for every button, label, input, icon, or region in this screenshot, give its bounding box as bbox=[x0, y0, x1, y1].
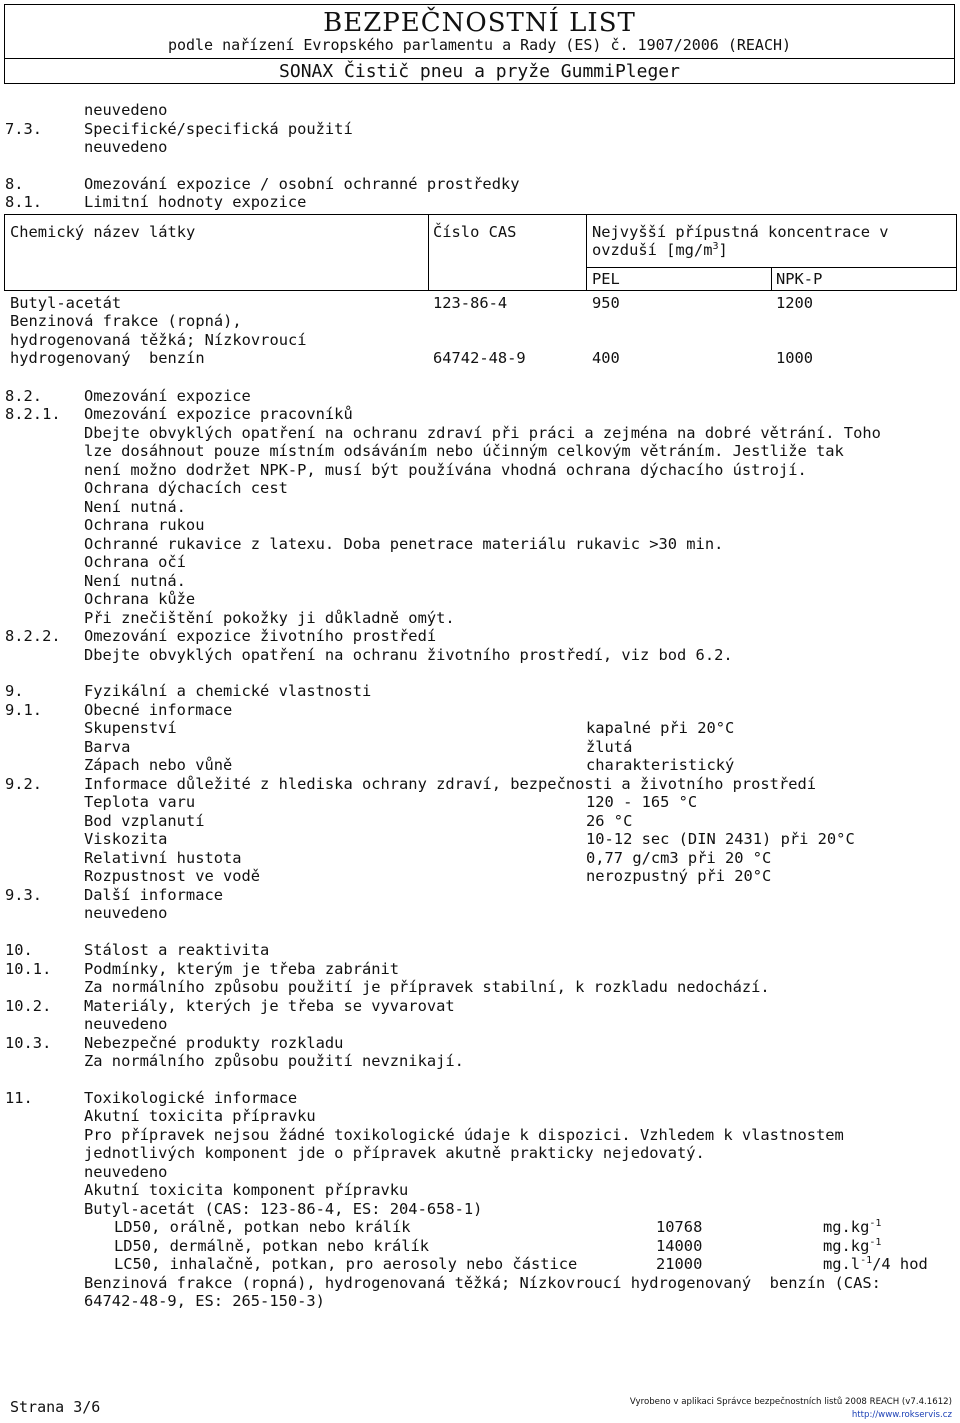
paragraph-line: Při znečištění pokožky ji důkladně omýt. bbox=[84, 609, 455, 627]
subheading: Ochrana dýchacích cest bbox=[84, 479, 288, 497]
paragraph-line: Za normálního způsobu použití je přípravek stabilní, k rozkladu nedochází. bbox=[84, 978, 770, 996]
section-number: 10.2. bbox=[5, 997, 52, 1015]
subheading: Akutní toxicita přípravku bbox=[84, 1107, 316, 1125]
document-header bbox=[4, 4, 955, 84]
toxicity-value: 14000 bbox=[656, 1237, 703, 1255]
property-label: Teplota varu bbox=[84, 793, 196, 811]
section-number: 8.2.1. bbox=[5, 405, 61, 423]
generator-text: Vyrobeno v aplikaci Správce bezpečnostních listů 2008 REACH (v7.4.1612) bbox=[629, 1397, 952, 1407]
paragraph-line: není možno dodržet NPK-P, musí být používána vhodná ochrana dýchacího ústrojí. bbox=[84, 461, 807, 479]
toxicity-value: 21000 bbox=[656, 1255, 703, 1273]
page-number: Strana 3/6 bbox=[10, 1398, 101, 1416]
paragraph-line: neuvedeno bbox=[84, 904, 168, 922]
text-neuvedeno: neuvedeno bbox=[84, 101, 168, 119]
document-title: BEZPEČNOSTNÍ LIST bbox=[323, 8, 636, 38]
column-header-concentration: Nejvyšší přípustná koncentrace v bbox=[592, 223, 889, 241]
section-number: 9.1. bbox=[5, 701, 43, 719]
section-number: 8.1. bbox=[5, 193, 43, 211]
property-label: Bod vzplanutí bbox=[84, 812, 205, 830]
paragraph-line: Není nutná. bbox=[84, 498, 186, 516]
section-number: 9. bbox=[5, 682, 24, 700]
table-cell-pel: 400 bbox=[592, 349, 620, 367]
paragraph-line: jednotlivých komponent jde o přípravek akutně prakticky nejedovatý. bbox=[84, 1144, 705, 1162]
paragraph-line: neuvedeno bbox=[84, 1015, 168, 1033]
subheading: Ochrana rukou bbox=[84, 516, 205, 534]
section-number: 10. bbox=[5, 941, 33, 959]
toxicity-unit: $mg.kg^{-1}$ bbox=[823, 1217, 882, 1236]
column-header-npk: NPK-P bbox=[776, 270, 823, 288]
column-header-concentration-unit: ovzduší $[mg/m^3]$ bbox=[592, 240, 728, 259]
property-value: žlutá bbox=[586, 738, 633, 756]
property-label: Rozpustnost ve vodě bbox=[84, 867, 261, 885]
table-cell-name: hydrogenovaná těžká; Nízkovroucí bbox=[10, 331, 307, 349]
header-divider bbox=[5, 58, 954, 59]
section-number: 9.2. bbox=[5, 775, 43, 793]
paragraph-line: Pro přípravek nejsou žádné toxikologické údaje k dispozici. Vzhledem k vlastnostem bbox=[84, 1126, 844, 1144]
row-divider bbox=[586, 267, 956, 268]
table-cell-pel: 950 bbox=[592, 294, 620, 312]
section-number: 11. bbox=[5, 1089, 33, 1107]
section-title: Stálost a reaktivita bbox=[84, 941, 270, 959]
table-cell-name: hydrogenovaný benzín bbox=[10, 349, 205, 367]
property-value: 10-12 sec (DIN 2431) při 20°C bbox=[586, 830, 855, 848]
table-cell-cas: 64742-48-9 bbox=[433, 349, 526, 367]
section-title: Nebezpečné produkty rozkladu bbox=[84, 1034, 344, 1052]
section-title: Omezování expozice pracovníků bbox=[84, 405, 353, 423]
toxicity-test: LD50, dermálně, potkan nebo králík bbox=[114, 1237, 430, 1255]
subheading: Ochrana očí bbox=[84, 553, 186, 571]
section-title: Informace důležité z hlediska ochrany zdraví, bezpečnosti a životního prostředí bbox=[84, 775, 817, 793]
paragraph-line: neuvedeno bbox=[84, 1163, 168, 1181]
section-number: 9.3. bbox=[5, 886, 43, 904]
property-label: Viskozita bbox=[84, 830, 168, 848]
table-cell-npk: 1200 bbox=[776, 294, 814, 312]
paragraph-line: Dbejte obvyklých opatření na ochranu životního prostředí, viz bod 6.2. bbox=[84, 646, 733, 664]
property-value: 26 °C bbox=[586, 812, 633, 830]
toxicity-value: 10768 bbox=[656, 1218, 703, 1236]
subheading: Ochrana kůže bbox=[84, 590, 196, 608]
column-header-pel: PEL bbox=[592, 270, 620, 288]
section-title: Specifické/specifická použití bbox=[84, 120, 353, 138]
table-cell-npk: 1000 bbox=[776, 349, 814, 367]
toxicity-test: LD50, orálně, potkan nebo králík bbox=[114, 1218, 411, 1236]
section-number: 8.2.2. bbox=[5, 627, 61, 645]
column-divider bbox=[586, 215, 587, 291]
property-label: Relativní hustota bbox=[84, 849, 242, 867]
section-title: Limitní hodnoty expozice bbox=[84, 193, 307, 211]
section-title: Omezování expozice bbox=[84, 387, 251, 405]
toxicity-unit: $mg.kg^{-1}$ bbox=[823, 1236, 882, 1255]
component-name: Butyl-acetát (CAS: 123-86-4, ES: 204-658-1) bbox=[84, 1200, 483, 1218]
section-title: Fyzikální a chemické vlastnosti bbox=[84, 682, 372, 700]
section-number: 8. bbox=[5, 175, 24, 193]
property-label: Barva bbox=[84, 738, 131, 756]
text-neuvedeno: neuvedeno bbox=[84, 138, 168, 156]
property-value: kapalné při 20°C bbox=[586, 719, 735, 737]
section-title: Další informace bbox=[84, 886, 223, 904]
paragraph-line: Není nutná. bbox=[84, 572, 186, 590]
section-title: Omezování expozice životního prostředí bbox=[84, 627, 437, 645]
column-divider bbox=[428, 215, 429, 291]
property-value: nerozpustný při 20°C bbox=[586, 867, 772, 885]
table-cell-cas: 123-86-4 bbox=[433, 294, 508, 312]
section-number: 8.2. bbox=[5, 387, 43, 405]
property-value: charakteristický bbox=[586, 756, 735, 774]
component-name: Benzinová frakce (ropná), hydrogenovaná těžká; Nízkovroucí hydrogenovaný benzín (CAS: bbox=[84, 1274, 881, 1292]
product-name: SONAX Čistič pneu a pryže GummiPleger bbox=[279, 61, 680, 82]
column-divider bbox=[771, 267, 772, 291]
property-value: 120 - 165 °C bbox=[586, 793, 698, 811]
section-title: Omezování expozice / osobní ochranné prostředky bbox=[84, 175, 520, 193]
section-title: Podmínky, kterým je třeba zabránit bbox=[84, 960, 400, 978]
table-cell-name: Benzinová frakce (ropná), bbox=[10, 312, 242, 330]
section-title: Obecné informace bbox=[84, 701, 233, 719]
property-label: Skupenství bbox=[84, 719, 177, 737]
toxicity-test: LC50, inhalačně, potkan, pro aerosoly nebo částice bbox=[114, 1255, 578, 1273]
component-name: 64742-48-9, ES: 265-150-3) bbox=[84, 1292, 325, 1310]
property-value: 0,77 g/cm3 při 20 °C bbox=[586, 849, 772, 867]
regulation-line: podle nařízení Evropského parlamentu a Rady (ES) č. 1907/2006 (REACH) bbox=[167, 36, 792, 54]
property-label: Zápach nebo vůně bbox=[84, 756, 233, 774]
paragraph-line: Dbejte obvyklých opatření na ochranu zdraví při práci a zejména na dobré větrání. Toho bbox=[84, 424, 881, 442]
paragraph-line: lze dosáhnout pouze místním odsáváním nebo účinným celkovým větráním. Jestliže tak bbox=[84, 442, 844, 460]
section-number: 7.3. bbox=[5, 120, 43, 138]
generator-link[interactable]: http://www.rokservis.cz bbox=[851, 1410, 952, 1420]
section-title: Toxikologické informace bbox=[84, 1089, 298, 1107]
column-header-name: Chemický název látky bbox=[10, 223, 196, 241]
column-header-cas: Číslo CAS bbox=[433, 223, 517, 241]
toxicity-unit: $mg.l^{-1}/4$ hod bbox=[823, 1254, 928, 1273]
section-title: Materiály, kterých je třeba se vyvarovat bbox=[84, 997, 455, 1015]
section-number: 10.3. bbox=[5, 1034, 52, 1052]
paragraph-line: Ochranné rukavice z latexu. Doba penetrace materiálu rukavic >30 min. bbox=[84, 535, 724, 553]
subheading: Akutní toxicita komponent přípravku bbox=[84, 1181, 409, 1199]
section-number: 10.1. bbox=[5, 960, 52, 978]
paragraph-line: Za normálního způsobu použití nevznikají. bbox=[84, 1052, 464, 1070]
table-cell-name: Butyl-acetát bbox=[10, 294, 122, 312]
generator-note bbox=[630, 1396, 952, 1422]
